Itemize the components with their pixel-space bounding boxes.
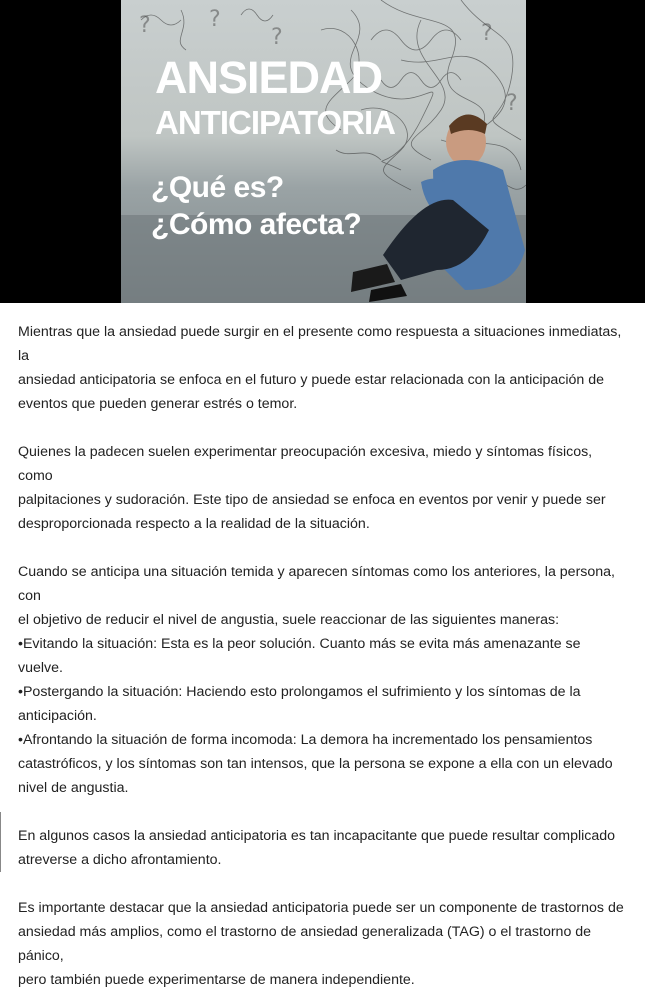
text-line: anticipación. [18, 708, 97, 724]
article-body [0, 303, 645, 992]
text-line: eventos que pueden generar estrés o temor. [18, 396, 298, 412]
svg-text:?: ? [506, 91, 518, 116]
text-line: atreverse a dicho afrontamiento. [18, 852, 222, 868]
text-line: nivel de angustia. [18, 780, 129, 796]
paragraph-conclusion [18, 896, 629, 992]
svg-text:?: ? [271, 25, 283, 50]
svg-text:?: ? [481, 21, 493, 46]
text-line: Quienes la padecen suelen experimentar preocupación excesiva, miedo y síntomas físicos, como [18, 444, 593, 484]
list-item: •Postergando la situación: Haciendo esto prolongamos el sufrimiento y los síntomas de la [18, 684, 581, 700]
hero-illustration [121, 0, 526, 303]
text-line: desproporcionada respecto a la realidad de la situación. [18, 516, 370, 532]
text-line: Mientras que la ansiedad puede surgir en el presente como respuesta a situaciones inmediatas, la [18, 324, 622, 364]
text-line: el objetivo de reducir el nivel de angustia, suele reaccionar de las siguientes maneras: [18, 612, 560, 628]
hero-question-line2: ¿Cómo afecta? [151, 208, 362, 241]
text-line: Es importante destacar que la ansiedad anticipatoria puede ser un componente de trastornos de [18, 900, 624, 916]
page-edge-divider [0, 812, 1, 872]
list-item: •Evitando la situación: Esta es la peor solución. Cuanto más se evita más amenazante se vuelve. [18, 636, 581, 676]
svg-text:?: ? [139, 13, 151, 38]
hero-title-line1: ANSIEDAD [155, 52, 383, 103]
text-line: En algunos casos la ansiedad anticipatoria es tan incapacitante que puede resultar complicado [18, 828, 616, 844]
hero-title-line2: ANTICIPATORIA [155, 104, 395, 141]
text-line: catastróficos, y los síntomas son tan intensos, que la persona se expone a ella con un elevado [18, 756, 613, 772]
paragraph-incapacitating [18, 824, 629, 872]
paragraph-symptoms [18, 440, 629, 536]
hero-question-line1: ¿Qué es? [151, 171, 284, 204]
svg-text:?: ? [209, 7, 221, 32]
text-line: palpitaciones y sudoración. Este tipo de ansiedad se enfoca en eventos por venir y puede ser [18, 492, 606, 508]
text-line: ansiedad más amplios, como el trastorno de ansiedad generalizada (TAG) o el trastorno de pánico, [18, 924, 592, 964]
list-item: •Afrontando la situación de forma incomoda: La demora ha incrementado los pensamientos [18, 732, 593, 748]
paragraph-reactions [18, 560, 629, 800]
hero-banner [0, 0, 645, 303]
paragraph-intro [18, 320, 629, 416]
text-line: ansiedad anticipatoria se enfoca en el futuro y puede estar relacionada con la anticipación de [18, 372, 605, 388]
text-line: Cuando se anticipa una situación temida y aparecen síntomas como los anteriores, la persona, con [18, 564, 616, 604]
text-line: pero también puede experimentarse de manera independiente. [18, 972, 415, 988]
hero-image [121, 0, 526, 303]
